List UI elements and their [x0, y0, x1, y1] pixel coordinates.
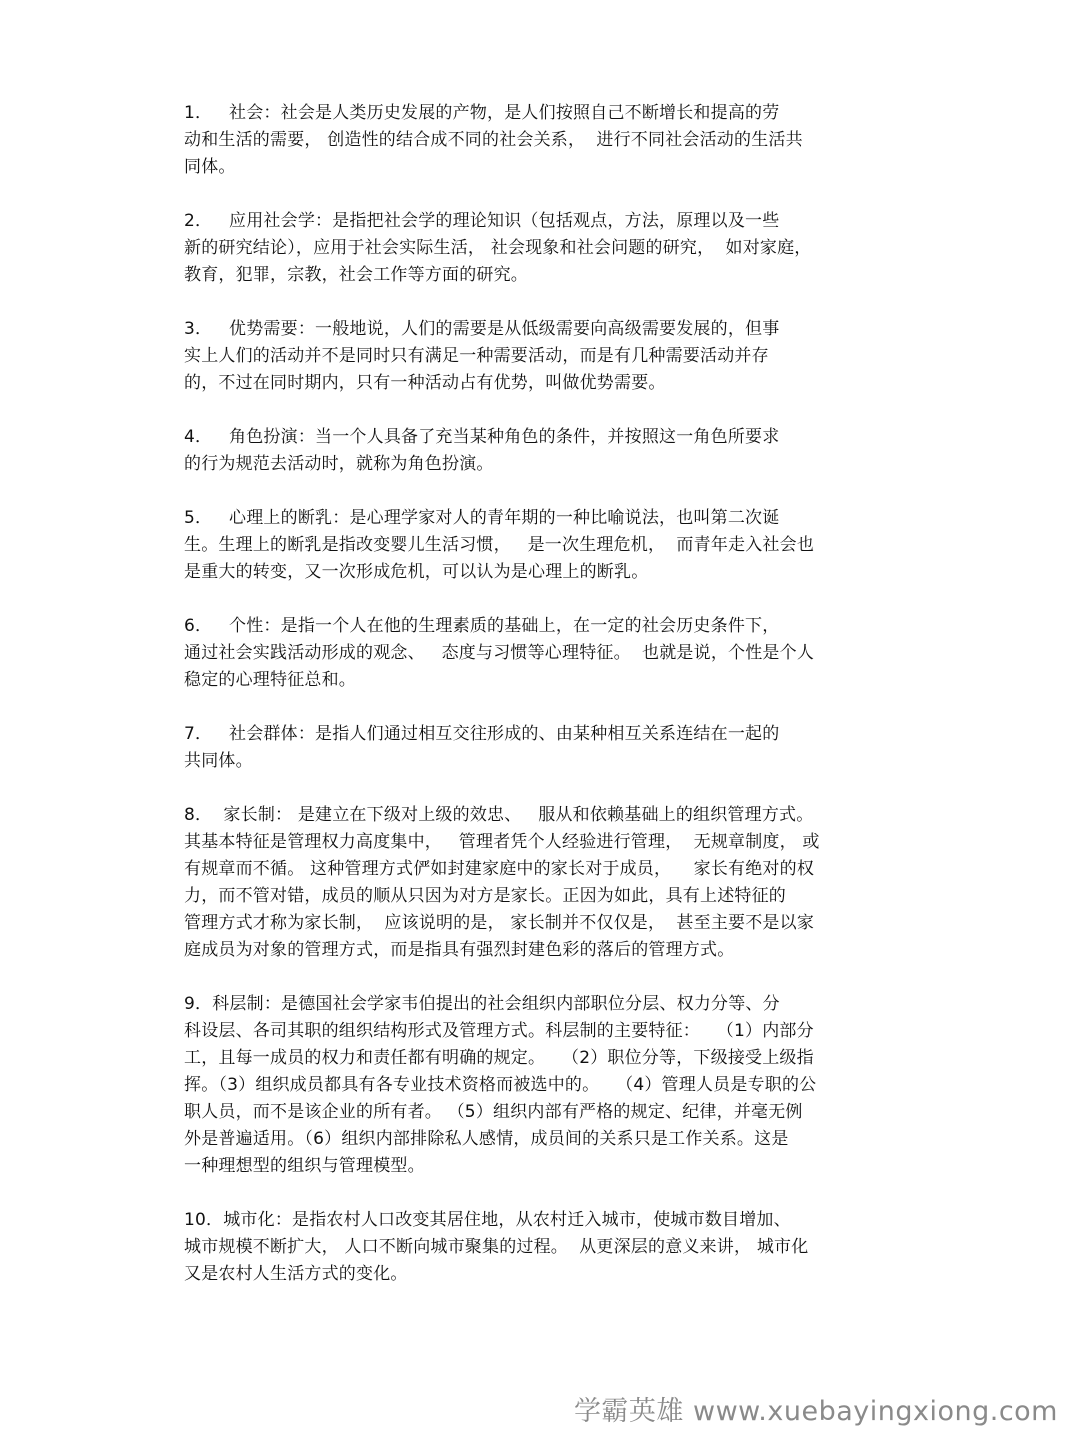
entry-line: 稳定的心理特征总和。: [184, 670, 356, 690]
entry-line: 工，且每一成员的权力和责任都有明确的规定。 （2）职位分等，下级接受上级指: [184, 1048, 814, 1068]
definition-entry: [184, 100, 904, 181]
entry-line: 同体。: [184, 157, 236, 177]
entry-line: 3． 优势需要：一般地说，人们的需要是从低级需要向高级需要发展的，但事: [184, 319, 780, 339]
entry-line: 力，而不管对错，成员的顺从只因为对方是家长。正因为如此，具有上述特征的: [184, 886, 786, 906]
entry-line: 6． 个性：是指一个人在他的生理素质的基础上，在一定的社会历史条件下，: [184, 616, 780, 636]
definition-entry: [184, 802, 904, 964]
entry-line: 挥。（3）组织成员都具有各专业技术资格而被选中的。 （4）管理人员是专职的公: [184, 1075, 817, 1095]
entry-line: 又是农村人生活方式的变化。: [184, 1264, 408, 1284]
definition-entry: [184, 208, 904, 289]
entry-line: 4． 角色扮演：当一个人具备了充当某种角色的条件，并按照这一角色所要求: [184, 427, 780, 447]
definition-entry: [184, 424, 904, 478]
definition-entry: [184, 505, 904, 586]
entry-line: 5． 心理上的断乳：是心理学家对人的青年期的一种比喻说法，也叫第二次诞: [184, 508, 780, 528]
entry-line: 实上人们的活动并不是同时只有满足一种需要活动，而是有几种需要活动并存: [184, 346, 769, 366]
entry-line: 一种理想型的组织与管理模型。: [184, 1156, 425, 1176]
entry-line: 是重大的转变，又一次形成危机，可以认为是心理上的断乳。: [184, 562, 649, 582]
definition-entry: [184, 1207, 904, 1288]
entry-line: 科设层、各司其职的组织结构形式及管理方式。科层制的主要特征： （1）内部分: [184, 1021, 814, 1041]
entry-line: 外是普遍适用。（6）组织内部排除私人感情，成员间的关系只是工作关系。这是: [184, 1129, 789, 1149]
entry-line: 管理方式才称为家长制， 应该说明的是， 家长制并不仅仅是， 甚至主要不是以家: [184, 913, 815, 933]
entry-line: 共同体。: [184, 751, 253, 771]
entry-line: 庭成员为对象的管理方式，而是指具有强烈封建色彩的落后的管理方式。: [184, 940, 735, 960]
entry-line: 有规章而不循。 这种管理方式俨如封建家庭中的家长对于成员， 家长有绝对的权: [184, 859, 815, 879]
entry-line: 10．城市化：是指农村人口改变其居住地，从农村迁入城市，使城市数目增加、: [184, 1210, 791, 1230]
definition-entry: [184, 991, 904, 1180]
watermark-text: 学霸英雄 www.xuebayingxiong.com: [573, 1396, 1058, 1427]
entry-line: 7． 社会群体：是指人们通过相互交往形成的、由某种相互关系连结在一起的: [184, 724, 780, 744]
entry-line: 职人员，而不是该企业的所有者。 （5）组织内部有严格的规定、纪律，并毫无例: [184, 1102, 803, 1122]
entry-line: 8． 家长制： 是建立在下级对上级的效忠、 服从和依赖基础上的组织管理方式。: [184, 805, 814, 825]
entry-line: 2． 应用社会学：是指把社会学的理论知识（包括观点，方法，原理以及一些: [184, 211, 780, 231]
definition-entry: [184, 721, 904, 775]
entry-line: 其基本特征是管理权力高度集中， 管理者凭个人经验进行管理， 无规章制度， 或: [184, 832, 820, 852]
entry-line: 1． 社会：社会是人类历史发展的产物，是人们按照自己不断增长和提高的劳: [184, 103, 780, 123]
entry-line: 城市规模不断扩大， 人口不断向城市聚集的过程。 从更深层的意义来讲， 城市化: [184, 1237, 809, 1257]
document-body: [184, 100, 904, 1315]
definition-entry: [184, 316, 904, 397]
entry-line: 生。生理上的断乳是指改变婴儿生活习惯， 是一次生理危机， 而青年走入社会也: [184, 535, 815, 555]
entry-line: 新的研究结论），应用于社会实际生活， 社会现象和社会问题的研究， 如对家庭，: [184, 238, 812, 258]
entry-line: 的，不过在同时期内，只有一种活动占有优势，叫做优势需要。: [184, 373, 666, 393]
entry-line: 的行为规范去活动时，就称为角色扮演。: [184, 454, 494, 474]
definition-entry: [184, 613, 904, 694]
entry-line: 教育，犯罪，宗教，社会工作等方面的研究。: [184, 265, 528, 285]
entry-line: 9．科层制：是德国社会学家韦伯提出的社会组织内部职位分层、权力分等、分: [184, 994, 780, 1014]
entry-line: 动和生活的需要， 创造性的结合成不同的社会关系， 进行不同社会活动的生活共: [184, 130, 803, 150]
entry-line: 通过社会实践活动形成的观念、 态度与习惯等心理特征。 也就是说，个性是个人: [184, 643, 815, 663]
